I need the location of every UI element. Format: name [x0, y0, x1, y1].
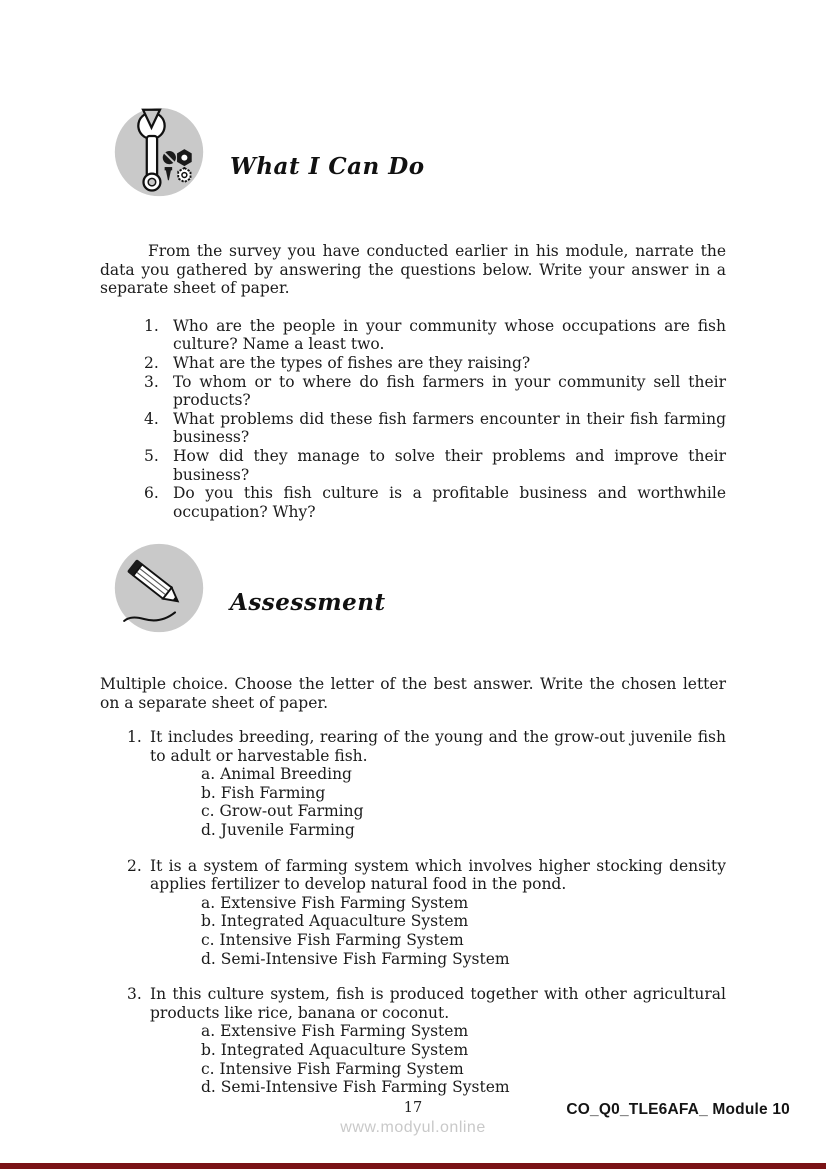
- option-b: b. Integrated Aquaculture System: [201, 912, 469, 931]
- option-b: b. Integrated Aquaculture System: [201, 1040, 469, 1059]
- assessment-instructions: Multiple choice. Choose the letter of the best answer. Write the chosen letter on a separate sheet of paper.: [100, 675, 726, 712]
- watermark-text: www.modyul.online: [340, 1119, 486, 1136]
- survey-question-1: [144, 317, 726, 354]
- multiple-choice-list: [100, 728, 726, 1097]
- question-number: 1.: [144, 316, 159, 335]
- survey-question-3: [144, 373, 726, 410]
- mc-question-1: [127, 728, 726, 840]
- question-number: 4.: [144, 409, 159, 428]
- question-number: 3.: [127, 985, 142, 1004]
- option-list: [150, 765, 726, 839]
- option-c: c. Intensive Fish Farming System: [201, 930, 464, 949]
- module-code: CO_Q0_TLE6AFA_ Module 10: [566, 1101, 790, 1118]
- question-number: 6.: [144, 484, 159, 503]
- option-d: d. Semi-Intensive Fish Farming System: [201, 949, 510, 968]
- question-body: [150, 857, 726, 969]
- survey-question-list: [100, 317, 726, 522]
- survey-question-6: [144, 484, 726, 521]
- question-number: 2.: [144, 353, 159, 372]
- question-text: It is a system of farming system which involves higher stocking density applies fertilizer to develop natural food in the pond.: [150, 856, 726, 894]
- option-d: d. Semi-Intensive Fish Farming System: [201, 1078, 510, 1097]
- section-assessment-header: [112, 541, 726, 635]
- survey-instructions: From the survey you have conducted earlier in his module, narrate the data you gathered by answering the questions below. Write your answer in a separate sheet of paper.: [100, 242, 726, 298]
- question-text: To whom or to where do fish farmers in your community sell their products?: [173, 372, 726, 410]
- question-number: 5.: [144, 446, 159, 465]
- option-a: a. Extensive Fish Farming System: [201, 1022, 469, 1041]
- option-list: [150, 1022, 726, 1096]
- question-text: In this culture system, fish is produced together with other agricultural products like rice, banana or coconut.: [150, 985, 726, 1022]
- option-c: c. Intensive Fish Farming System: [201, 1059, 464, 1078]
- question-text: Do you this fish culture is a profitable business and worthwhile occupation? Why?: [173, 484, 726, 521]
- question-number: 1.: [127, 728, 142, 746]
- question-number: 2.: [127, 856, 142, 875]
- option-list: [150, 894, 726, 968]
- section-title-what-i-can-do: What I Can Do: [230, 153, 425, 180]
- option-c: c. Grow-out Farming: [201, 802, 364, 821]
- option-a: a. Extensive Fish Farming System: [201, 893, 469, 912]
- pencil-icon: [112, 541, 206, 635]
- question-text: What are the types of fishes are they raising?: [173, 353, 531, 372]
- question-number: 3.: [144, 372, 159, 391]
- mc-question-2: [127, 857, 726, 969]
- page-bottom-accent-bar: [0, 1163, 826, 1169]
- option-d: d. Juvenile Farming: [201, 820, 355, 839]
- survey-question-5: [144, 447, 726, 484]
- section-what-i-can-do-header: [112, 105, 726, 199]
- survey-question-2: [144, 354, 726, 373]
- survey-question-4: [144, 410, 726, 447]
- page-number: 17: [403, 1100, 423, 1116]
- mc-question-3: [127, 985, 726, 1097]
- question-text: How did they manage to solve their problems and improve their business?: [173, 446, 726, 484]
- wrench-tools-icon: [112, 105, 206, 199]
- option-b: b. Fish Farming: [201, 783, 326, 802]
- option-a: a. Animal Breeding: [201, 765, 352, 784]
- question-body: [150, 728, 726, 840]
- question-text: What problems did these fish farmers encounter in their fish farming business?: [173, 409, 726, 447]
- section-title-assessment: Assessment: [230, 589, 386, 617]
- question-text: It includes breeding, rearing of the young and the grow-out juvenile fish to adult or harvestable fish.: [150, 728, 726, 765]
- question-body: [150, 985, 726, 1097]
- question-text: Who are the people in your community whose occupations are fish culture? Name a least two.: [173, 316, 726, 354]
